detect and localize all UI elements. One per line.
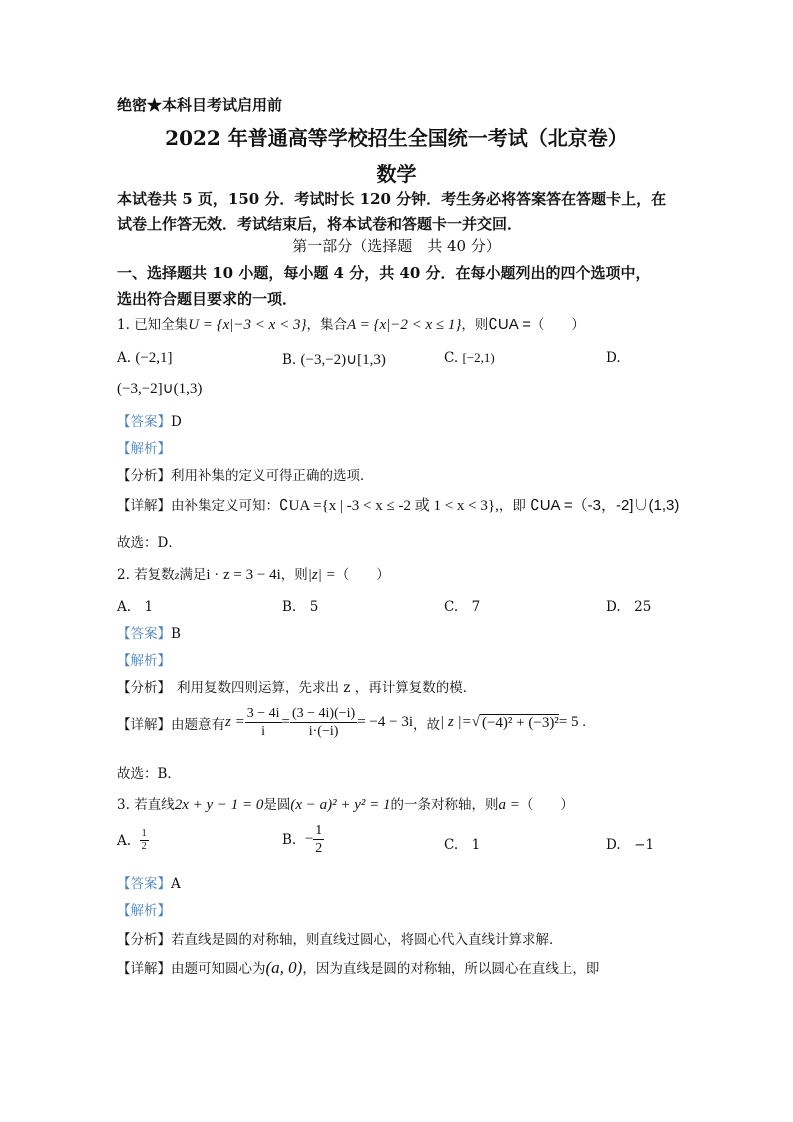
question-2-stem: 2. 若复数z满足i · z = 3 − 4i，则|z| =（ ） [117,567,390,583]
complement-expr: ∁UA = [488,316,531,333]
set-a: A = {x|−2 < x ≤ 1} [346,317,462,333]
question-number: 1. [117,317,130,333]
q1-fenxi: 【分析】利用补集的定义可得正确的选项． [117,468,374,484]
instructions-line-1: 本试卷共 5 页，150 分．考试时长 120 分钟．考生务必将答案答在答题卡上，在 [117,190,667,208]
q1-option-a: A. (−2,1] [117,350,173,366]
q2-fenxi: 【分析】 [117,680,171,696]
q2-option-a: A. 1 [117,599,154,615]
confidential-notice: 绝密★本科目考试启用前 [117,96,283,114]
q3-option-b: B. − $\frac{1}{2}$ [282,823,323,856]
part-heading: 第一部分（选择题 共 40 分） [292,237,501,255]
section-heading-line-2: 选出符合题目要求的一项． [117,290,298,308]
q2-option-d: D. 25 [606,599,652,615]
fraction-2: $\frac{(3 - 4i)(-i)}{i\cdot(-i)}$ [291,706,356,739]
q2-option-b: B. 5 [282,599,319,615]
q2-detail: 【详解】 由题意有 z = $\frac{3 - 4i}{i}$ = $\frac{(3 - 4i)(-i)}{i\cdot(-i)}$ = −4 − 3i ，故 | z |= √ (−4)² + (−3)² = 5 . [117,706,587,739]
q3-fenxi: 【分析】若直线是圆的对称轴，则直线过圆心，将圆心代入直线计算求解． [117,932,563,948]
q3-option-c: C. 1 [444,837,481,853]
q1-option-d-value: (−3,−2]∪(1,3) [117,381,203,397]
question-1-stem: 1. 已知全集U = {x|−3 < x < 3}，集合A = {x|−2 < x ≤ 1}，则∁UA =（ ） [117,316,585,333]
q2-analysis-label: 【解析】 [117,653,171,669]
q3-answer: 【答案】A [117,876,181,892]
q1-detail: 【详解】由补集定义可知：∁UA ={x | -3 < x ≤ -2 或 1 < x < 3},，即 ∁UA =（-3，-2]∪(1,3) [117,497,680,514]
question-3-stem: 3. 若直线2x + y − 1 = 0是圆(x − a)² + y² = 1的一条对称轴，则a =（ ） [117,797,574,813]
q1-answer: 【答案】D [117,414,182,430]
q2-answer: 【答案】B [117,626,181,642]
q2-fenxi-text: 利用复数四则运算，先求出 z ，再计算复数的模． [177,680,477,696]
q1-option-d-key: D. [606,350,621,366]
q3-analysis-label: 【解析】 [117,903,171,919]
q3-option-a: A. $\frac{1}{2}$ [117,828,147,852]
universal-set: U = {x|−3 < x < 3} [188,317,307,333]
q1-option-c: C. [−2,1) [444,350,495,366]
section-heading-line-1: 一、选择题共 10 小题，每小题 4 分，共 40 分．在每小题列出的四个选项中， [117,264,651,282]
q3-detail: 【详解】由题可知圆心为(a, 0)，因为直线是圆的对称轴，所以圆心在直线上，即 [117,958,600,977]
q1-conclusion: 故选：D． [117,535,182,551]
instructions-line-2: 试卷上作答无效．考试结束后，将本试卷和答题卡一并交回． [117,215,523,233]
q2-conclusion: 故选：B． [117,766,181,782]
q1-option-b: B. (−3,−2)∪[1,3) [282,352,386,368]
q3-option-d: D. −1 [606,837,655,853]
q1-analysis-label: 【解析】 [117,441,171,457]
q2-option-c: C. 7 [444,599,481,615]
exam-title: 2022 年普通高等学校招生全国统一考试（北京卷） [165,126,628,150]
fraction-1: $\frac{3 - 4i}{i}$ [246,706,280,739]
exam-subject: 数学 [376,162,417,186]
